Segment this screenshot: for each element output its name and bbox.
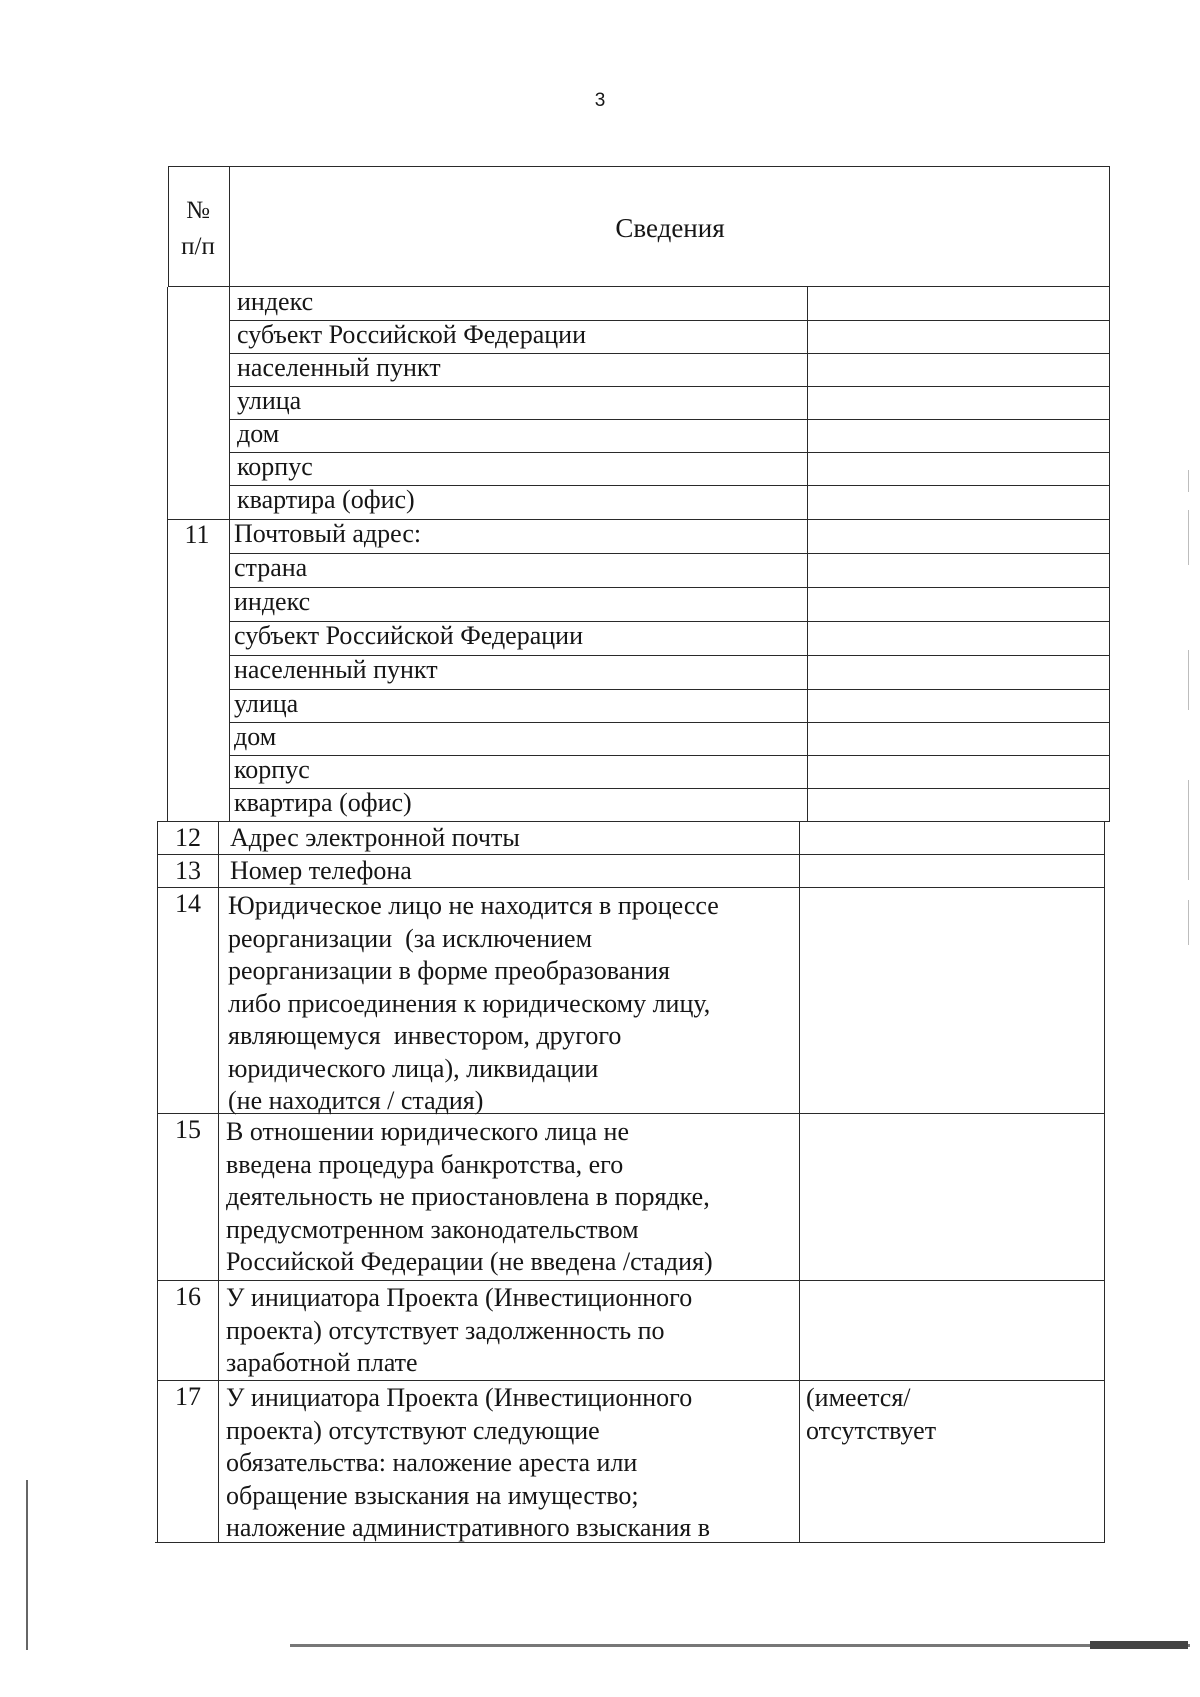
scan-edge-line (26, 1480, 28, 1650)
header-info-label: Сведения (615, 213, 725, 243)
row-number: 11 (184, 520, 210, 549)
address-line: дом (234, 722, 277, 751)
row-line (229, 553, 1110, 554)
address-line: населенный пункт (237, 353, 441, 382)
lower-left-border (157, 821, 158, 1542)
row-number: 12 (175, 823, 201, 852)
row-number: 14 (175, 889, 201, 918)
row-line (157, 1380, 1105, 1381)
scan-bottom-mark (1090, 1641, 1188, 1649)
address-line: страна (234, 553, 308, 582)
lower-value-divider (799, 821, 800, 1542)
row-number: 17 (175, 1382, 201, 1411)
row-line (229, 419, 1110, 420)
email-label: Адрес электронной почты (230, 823, 520, 852)
address-line: корпус (237, 452, 313, 481)
scan-margin-mark (1188, 650, 1189, 710)
address-line: квартира (офис) (237, 485, 415, 514)
phone-label: Номер телефона (230, 856, 412, 885)
scan-margin-mark (1188, 470, 1189, 492)
upper-right-border (1109, 287, 1110, 821)
obligations-statement: У инициатора Проекта (Инвестиционного проекта) отсутствуют следующие обязательства: наложение ареста или обращение взыскания на имущество; наложение административного взыскания в (226, 1383, 710, 1542)
row-number: 16 (175, 1282, 201, 1311)
obligations-value: (имеется/ отсутствует (806, 1383, 937, 1445)
address-line: субъект Российской Федерации (237, 320, 586, 349)
upper-left-border (167, 287, 168, 821)
address-line: индекс (237, 287, 314, 316)
row-number: 15 (175, 1115, 201, 1144)
row-number: 13 (175, 856, 201, 885)
bankruptcy-statement: В отношении юридического лица не введена процедура банкротства, его деятельность не приостановлена в порядке, предусмотренном законодательством Российской Федерации (не введена /стадия) (226, 1117, 713, 1276)
address-line: квартира (офис) (234, 788, 412, 817)
salary-debt-statement: У инициатора Проекта (Инвестиционного проекта) отсутствует задолженность по заработной плате (226, 1283, 693, 1377)
scan-margin-mark (1188, 900, 1189, 945)
scan-margin-mark (1188, 510, 1189, 565)
row-line (157, 1280, 1105, 1281)
scan-bottom-bar (290, 1644, 1190, 1647)
page-number: 3 (594, 90, 606, 111)
row-line (229, 386, 1110, 387)
row-line (229, 587, 1110, 588)
row-line (229, 689, 1110, 690)
row-line (229, 452, 1110, 453)
address-line: субъект Российской Федерации (234, 621, 583, 650)
address-line: корпус (234, 755, 310, 784)
address-line: индекс (234, 587, 311, 616)
row-line (229, 722, 1110, 723)
address-line: населенный пункт (234, 655, 438, 684)
address-line: дом (237, 419, 280, 448)
upper-value-divider (807, 287, 808, 821)
lower-number-divider (218, 821, 219, 1542)
upper-number-divider (229, 287, 230, 821)
address-line: улица (234, 689, 299, 718)
row-line (229, 755, 1110, 756)
address-line: улица (237, 386, 302, 415)
scan-margin-mark (1188, 780, 1189, 880)
lower-right-border (1104, 821, 1105, 1542)
header-number-label: № п/п (181, 197, 215, 260)
reorganization-statement: Юридическое лицо не находится в процессе реорганизации (за исключением реорганизации в форме преобразования либо присоединения к юридическому лицу, являющемуся инвестором, другого юридического лица), ликвидации (не находится / стадия) (228, 891, 719, 1115)
postal-address-label: Почтовый адрес: (234, 519, 422, 548)
